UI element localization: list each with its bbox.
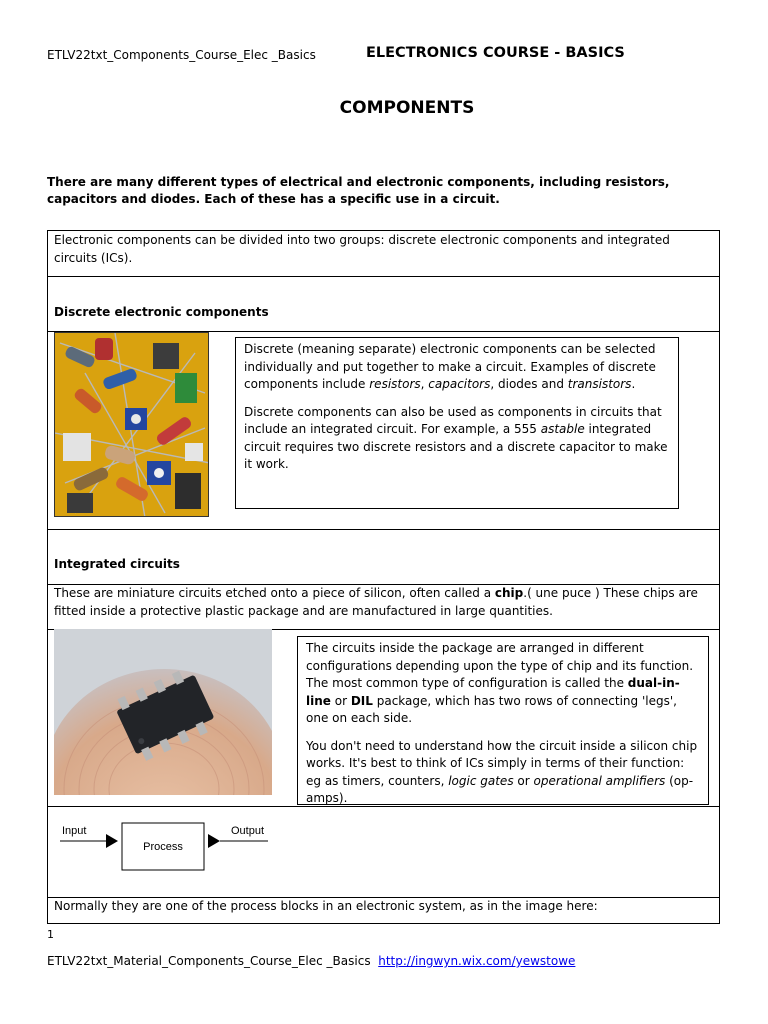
text-span: You don't need to understand how the circuit inside a silicon chip works. It's best to think of ICs simply in terms of their function: eg as timers, counters,: [306, 738, 698, 788]
discrete-description-box: [235, 337, 679, 509]
text-span: integrated circuit requires two discrete resistors and a discrete capacitor to make it work.: [244, 422, 668, 471]
header-filename: ETLV22txt_Components_Course_Elec _Basics: [47, 48, 316, 62]
process-block-diagram: [56, 821, 276, 877]
text-span: These are miniature circuits etched onto a piece of silicon, often called a: [54, 586, 495, 600]
text-span: package, which has two rows of connecting 'legs', one on each side.: [306, 693, 677, 725]
text-span: .( une puce ) These chips are fitted inside a protective plastic package and are manufactured in large quantities.: [54, 586, 698, 618]
term-resistors: resistors: [369, 377, 421, 391]
text-span: .: [631, 377, 636, 391]
term-capacitors: capacitors: [428, 377, 491, 391]
text-span: or: [330, 693, 351, 708]
header-course-title: ELECTRONICS COURSE - BASICS: [366, 45, 625, 61]
discrete-heading: Discrete electronic components: [54, 305, 269, 319]
ic-description-box: [297, 636, 709, 805]
term-operational-amplifiers: operational amplifiers: [533, 773, 666, 788]
text-span: or: [513, 773, 534, 788]
discrete-components-photo: [54, 332, 209, 517]
ic-chip-photo: [54, 629, 272, 795]
ic-paragraph-1: [306, 640, 700, 728]
discrete-paragraph-1: [244, 341, 670, 394]
table-row-intro: Electronic components can be divided into two groups: discrete electronic components and integrated circuits (ICs).: [54, 233, 670, 265]
table-row-last: Normally they are one of the process blocks in an electronic system, as in the image here:: [54, 899, 598, 913]
ic-intro: [54, 585, 706, 620]
text-span: (op-amps).: [306, 773, 694, 805]
ic-paragraph-2: [306, 738, 700, 808]
table-divider: [48, 806, 719, 807]
ic-heading: Integrated circuits: [54, 557, 180, 571]
input-arrow-head: [106, 834, 118, 848]
text-span: ,: [420, 377, 429, 391]
term-chip: chip: [494, 586, 524, 600]
text-span: Discrete (meaning separate) electronic components can be selected individually and put together to make a circuit. Examples of discrete components include: [244, 342, 656, 391]
footer-link[interactable]: http://ingwyn.wix.com/yewstowe: [378, 954, 576, 968]
intro-paragraph: There are many different types of electrical and electronic components, including resistors, capacitors and diodes. Each of these has a specific use in a circuit.: [47, 175, 670, 206]
diagram-process-label: Process: [143, 841, 183, 853]
footer: [47, 954, 575, 968]
text-span: Discrete components can also be used as components in circuits that include an integrated circuit. For example, a 555: [244, 404, 662, 436]
content-table: [47, 230, 720, 924]
table-divider: [48, 276, 719, 277]
text-span: The circuits inside the package are arranged in different configurations depending upon the type of chip and its function. The most common type of configuration is called the: [306, 641, 694, 690]
diagram-output-label: Output: [231, 825, 265, 837]
term-dil: DIL: [350, 693, 373, 708]
text-span: , diodes and: [490, 377, 568, 391]
term-astable: astable: [540, 422, 585, 436]
term-dual-in-line: dual-in-line: [306, 676, 680, 708]
table-divider: [48, 529, 719, 530]
page-title: COMPONENTS: [339, 98, 475, 118]
output-arrow-head: [208, 834, 220, 848]
footer-filename: ETLV22txt_Material_Components_Course_Elec _Basics: [47, 954, 371, 968]
discrete-paragraph-2: [244, 404, 670, 474]
diagram-input-label: Input: [62, 825, 87, 837]
term-transistors: transistors: [567, 377, 632, 391]
page-number: 1: [47, 928, 54, 941]
term-logic-gates: logic gates: [448, 773, 514, 788]
